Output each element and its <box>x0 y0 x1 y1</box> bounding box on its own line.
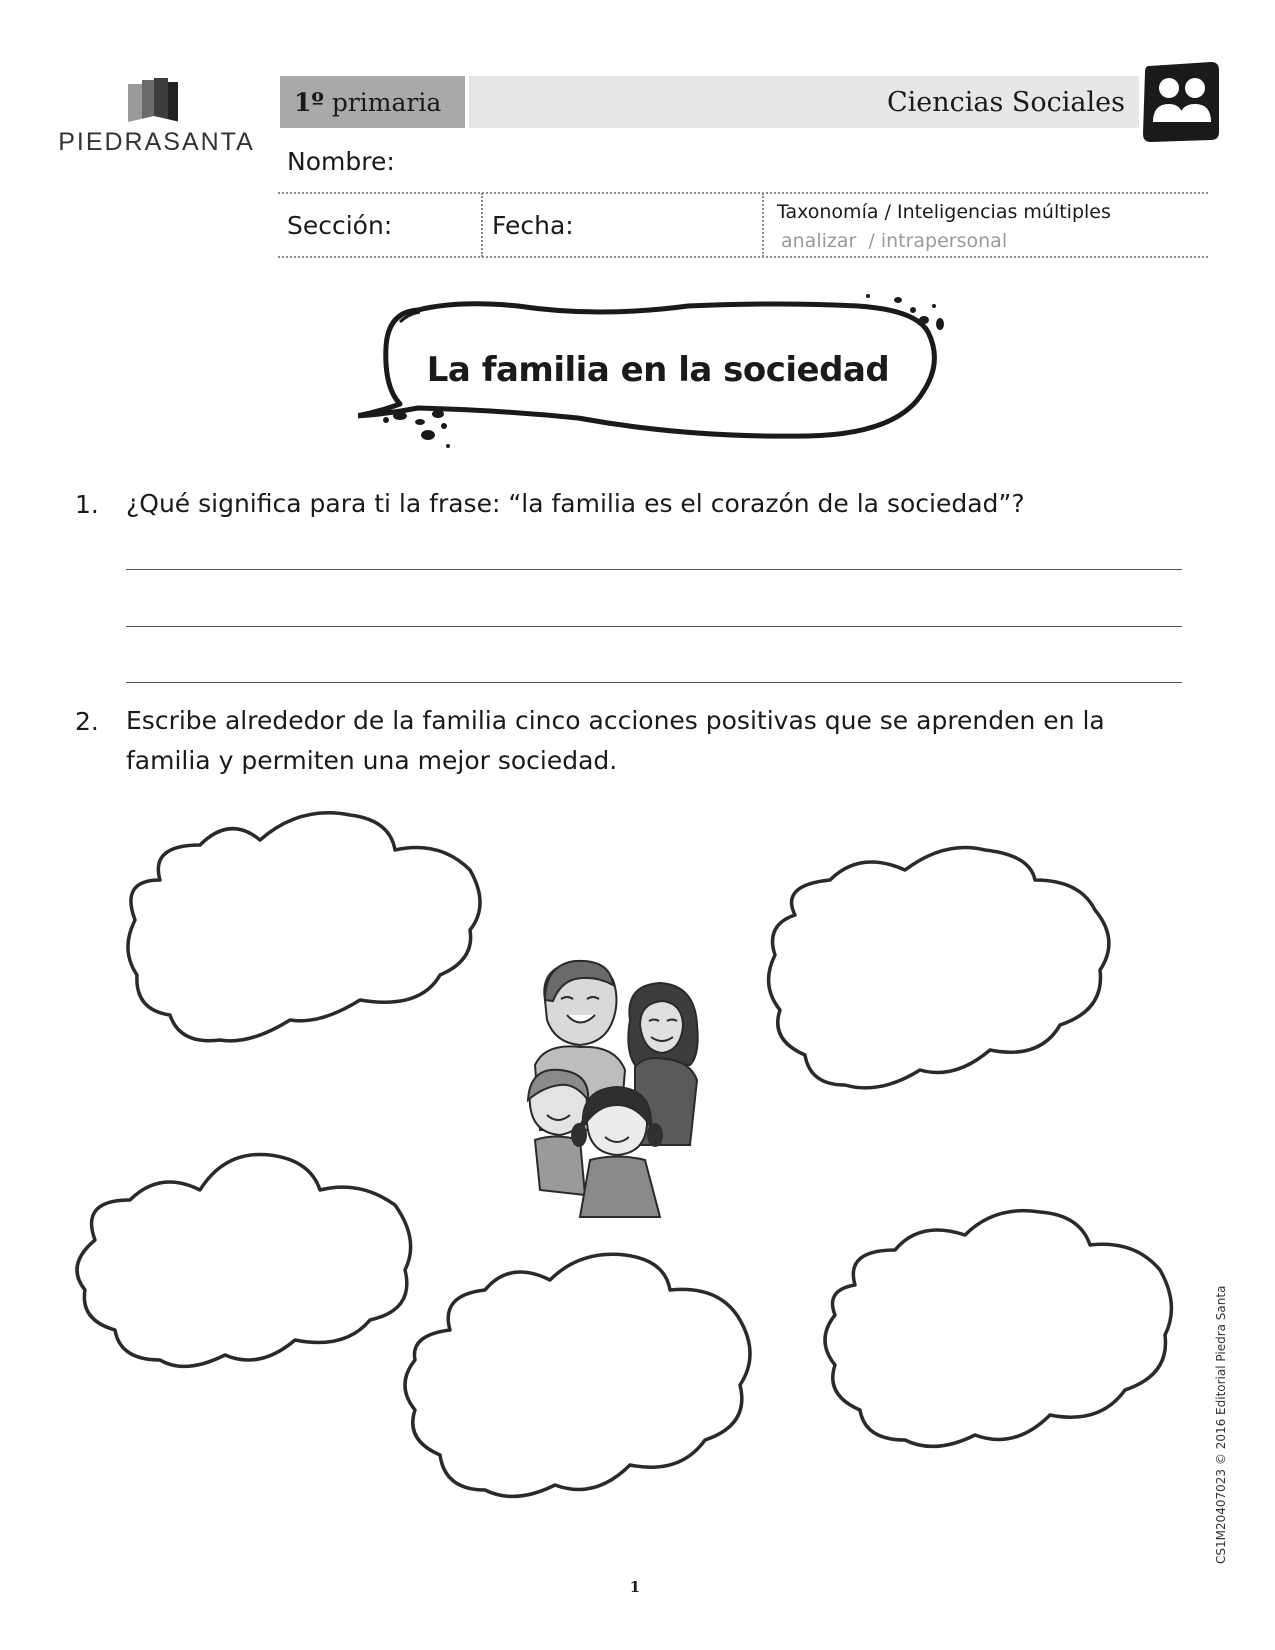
family-illustration <box>525 955 740 1225</box>
question-2-text-line-2: familia y permiten una mejor sociedad. <box>126 746 618 775</box>
page-title: La familia en la sociedad <box>426 350 890 390</box>
answer-cloud-2 <box>769 848 1109 1088</box>
divider-top <box>278 192 1208 194</box>
divider-bottom <box>278 256 1208 258</box>
answer-cloud-3 <box>77 1154 411 1366</box>
subject-banner <box>469 76 1139 128</box>
date-label: Fecha: <box>492 211 574 240</box>
answer-line <box>126 569 1182 570</box>
page-number: 1 <box>629 1578 641 1596</box>
answer-cloud-4 <box>405 1254 750 1496</box>
question-2-text-line-1: Escribe alrededor de la familia cinco acciones positivas que se aprenden en la <box>126 706 1105 735</box>
question-1-number: 1. <box>75 490 99 519</box>
subject-title: Ciencias Sociales <box>886 86 1125 118</box>
question-1-text: ¿Qué significa para ti la frase: “la familia es el corazón de la sociedad”? <box>126 489 1025 518</box>
publisher-logo <box>128 76 180 126</box>
taxonomy-values: analizar / intrapersonal <box>781 230 1008 252</box>
copyright-notice: CS1M20407023 © 2016 Editorial Piedra Santa <box>1214 1285 1228 1564</box>
name-label: Nombre: <box>287 147 395 176</box>
section-label: Sección: <box>287 211 393 240</box>
question-2-number: 2. <box>75 707 99 736</box>
grade-number: 1º <box>294 87 324 117</box>
grade-badge <box>280 76 465 128</box>
divider-date <box>762 193 764 257</box>
people-icon <box>1141 60 1221 146</box>
answer-cloud-1 <box>128 813 480 1041</box>
answer-cloud-5 <box>825 1211 1171 1447</box>
answer-line <box>126 626 1182 627</box>
brand-name: PIEDRASANTA <box>58 128 255 156</box>
grade-text: primaria <box>323 87 442 117</box>
answer-line <box>126 682 1182 683</box>
divider-section <box>481 193 483 257</box>
taxonomy-heading: Taxonomía / Inteligencias múltiples <box>777 201 1111 223</box>
